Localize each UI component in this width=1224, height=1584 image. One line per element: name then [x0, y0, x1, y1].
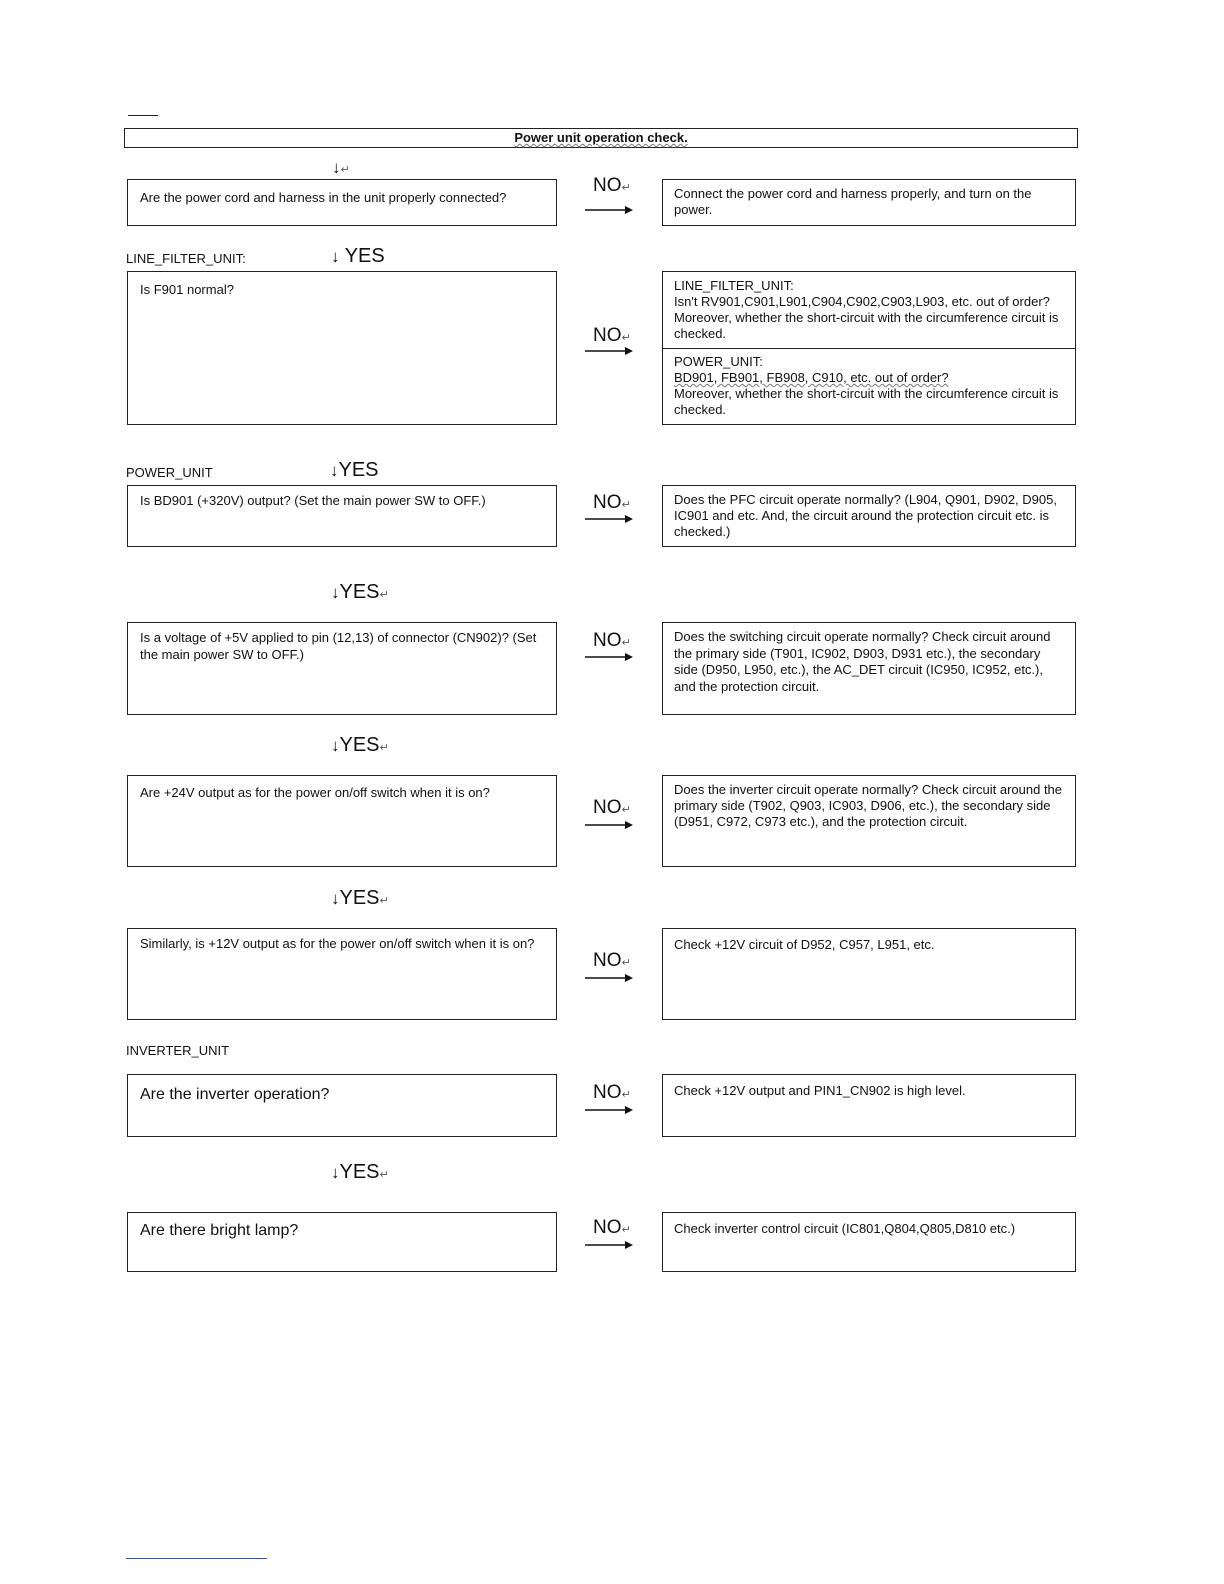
yes-label: ↓YES↵	[331, 887, 389, 909]
action-box-line-filter	[662, 271, 1076, 425]
action-box-pfc	[662, 485, 1076, 547]
question-box-bd901	[127, 485, 557, 547]
no-label: NO↵	[593, 950, 631, 971]
yes-label: ↓YES↵	[331, 734, 389, 756]
action-box-switching	[662, 622, 1076, 715]
no-label: NO↵	[593, 325, 631, 346]
question-text: Similarly, is +12V output as for the power on/off switch when it is on?	[140, 936, 535, 951]
action-text: Check +12V circuit of D952, C957, L951, etc.	[674, 937, 935, 952]
question-text: Is F901 normal?	[140, 282, 234, 297]
question-text: Are the power cord and harness in the unit properly connected?	[140, 190, 507, 205]
action-a	[674, 278, 1065, 342]
action-b2-text: Moreover, whether the short-circuit with the circumference circuit is checked.	[674, 386, 1059, 417]
no-arrow-icon	[585, 345, 635, 357]
action-box-connect-power	[662, 179, 1076, 226]
action-b-text: BD901, FB901, FB908, C910, etc. out of order?	[674, 370, 949, 385]
yes-label: ↓ YES	[331, 245, 385, 267]
yes-label: ↓YES	[330, 459, 379, 481]
question-text: Are +24V output as for the power on/off switch when it is on?	[140, 785, 490, 800]
no-label: NO↵	[593, 175, 631, 196]
down-arrow-icon: ↓	[330, 461, 339, 480]
top-marks	[128, 115, 158, 116]
question-text: Is BD901 (+320V) output? (Set the main power SW to OFF.)	[140, 493, 486, 508]
action-a-text: Isn't RV901,C901,L901,C904,C902,C903,L903, etc. out of order? Moreover, whether the short-circuit with the circumference circuit is checked.	[674, 294, 1059, 341]
action-box-inverter-control	[662, 1212, 1076, 1272]
yes-label: ↓YES↵	[331, 1161, 389, 1183]
no-arrow-icon	[585, 513, 635, 525]
page-title: Power unit operation check.	[124, 128, 1078, 148]
action-text: Check +12V output and PIN1_CN902 is high level.	[674, 1083, 966, 1098]
no-arrow-icon	[585, 1104, 635, 1116]
no-label: NO↵	[593, 630, 631, 651]
down-arrow-icon: ↓	[331, 736, 340, 755]
no-label: NO↵	[593, 1217, 631, 1238]
down-arrow-icon: ↓	[331, 889, 340, 908]
question-text: Is a voltage of +5V applied to pin (12,13) of connector (CN902)? (Set the main power SW to OFF.)	[140, 630, 537, 662]
no-arrow-icon	[585, 1239, 635, 1251]
down-arrow-icon: ↓	[331, 247, 340, 266]
action-a-header: LINE_FILTER_UNIT:	[674, 278, 794, 293]
action-box-12v-output	[662, 1074, 1076, 1137]
action-text: Check inverter control circuit (IC801,Q804,Q805,D810 etc.)	[674, 1221, 1016, 1236]
section-label-power-unit: POWER_UNIT	[126, 465, 213, 480]
no-arrow-icon	[585, 651, 635, 663]
action-b	[674, 354, 1065, 418]
action-text: Connect the power cord and harness properly, and turn on the power.	[674, 186, 1032, 217]
section-label-line-filter: LINE_FILTER_UNIT:	[126, 251, 246, 266]
section-label-inverter-unit: INVERTER_UNIT	[126, 1043, 230, 1058]
question-box-power-cord	[127, 179, 557, 226]
no-arrow-icon	[585, 819, 635, 831]
action-box-12v-circuit	[662, 928, 1076, 1020]
question-box-5v	[127, 622, 557, 715]
no-label: NO↵	[593, 797, 631, 818]
question-text: Are there bright lamp?	[140, 1222, 299, 1239]
question-box-24v	[127, 775, 557, 867]
down-arrow-icon: ↓	[331, 1163, 340, 1182]
question-box-12v	[127, 928, 557, 1020]
down-arrow-icon: ↓	[331, 583, 340, 602]
question-box-f901	[127, 271, 557, 425]
no-arrow-icon	[585, 972, 635, 984]
question-box-inverter-operation	[127, 1074, 557, 1137]
no-arrow-icon	[585, 204, 635, 216]
action-text: Does the inverter circuit operate normally? Check circuit around the primary side (T902, Q903, IC903, D906, etc.), the secondary side (D951, C972, C973 etc.), and the protection circuit.	[674, 782, 1063, 829]
action-text: Does the PFC circuit operate normally? (L904, Q901, D902, D905, IC901 and etc. And, the circuit around the protection circuit etc. is checked.)	[674, 492, 1057, 539]
action-box-inverter-circuit	[662, 775, 1076, 867]
action-text: Does the switching circuit operate normally? Check circuit around the primary side (T901, IC902, D903, D931 etc.), the secondary side (D950, L950, etc.), the AC_DET circuit (IC950, IC952, etc.), and the protection circuit.	[674, 629, 1051, 694]
question-box-bright-lamp	[127, 1212, 557, 1272]
yes-label: ↓YES↵	[331, 581, 389, 603]
footer-rule	[126, 1558, 267, 1559]
no-label: NO↵	[593, 1082, 631, 1103]
question-text: Are the inverter operation?	[140, 1086, 330, 1103]
action-b-header: POWER_UNIT:	[674, 354, 763, 369]
action-divider	[663, 348, 1075, 349]
no-label: NO↵	[593, 492, 631, 513]
start-arrow: ↓↵	[332, 158, 350, 177]
